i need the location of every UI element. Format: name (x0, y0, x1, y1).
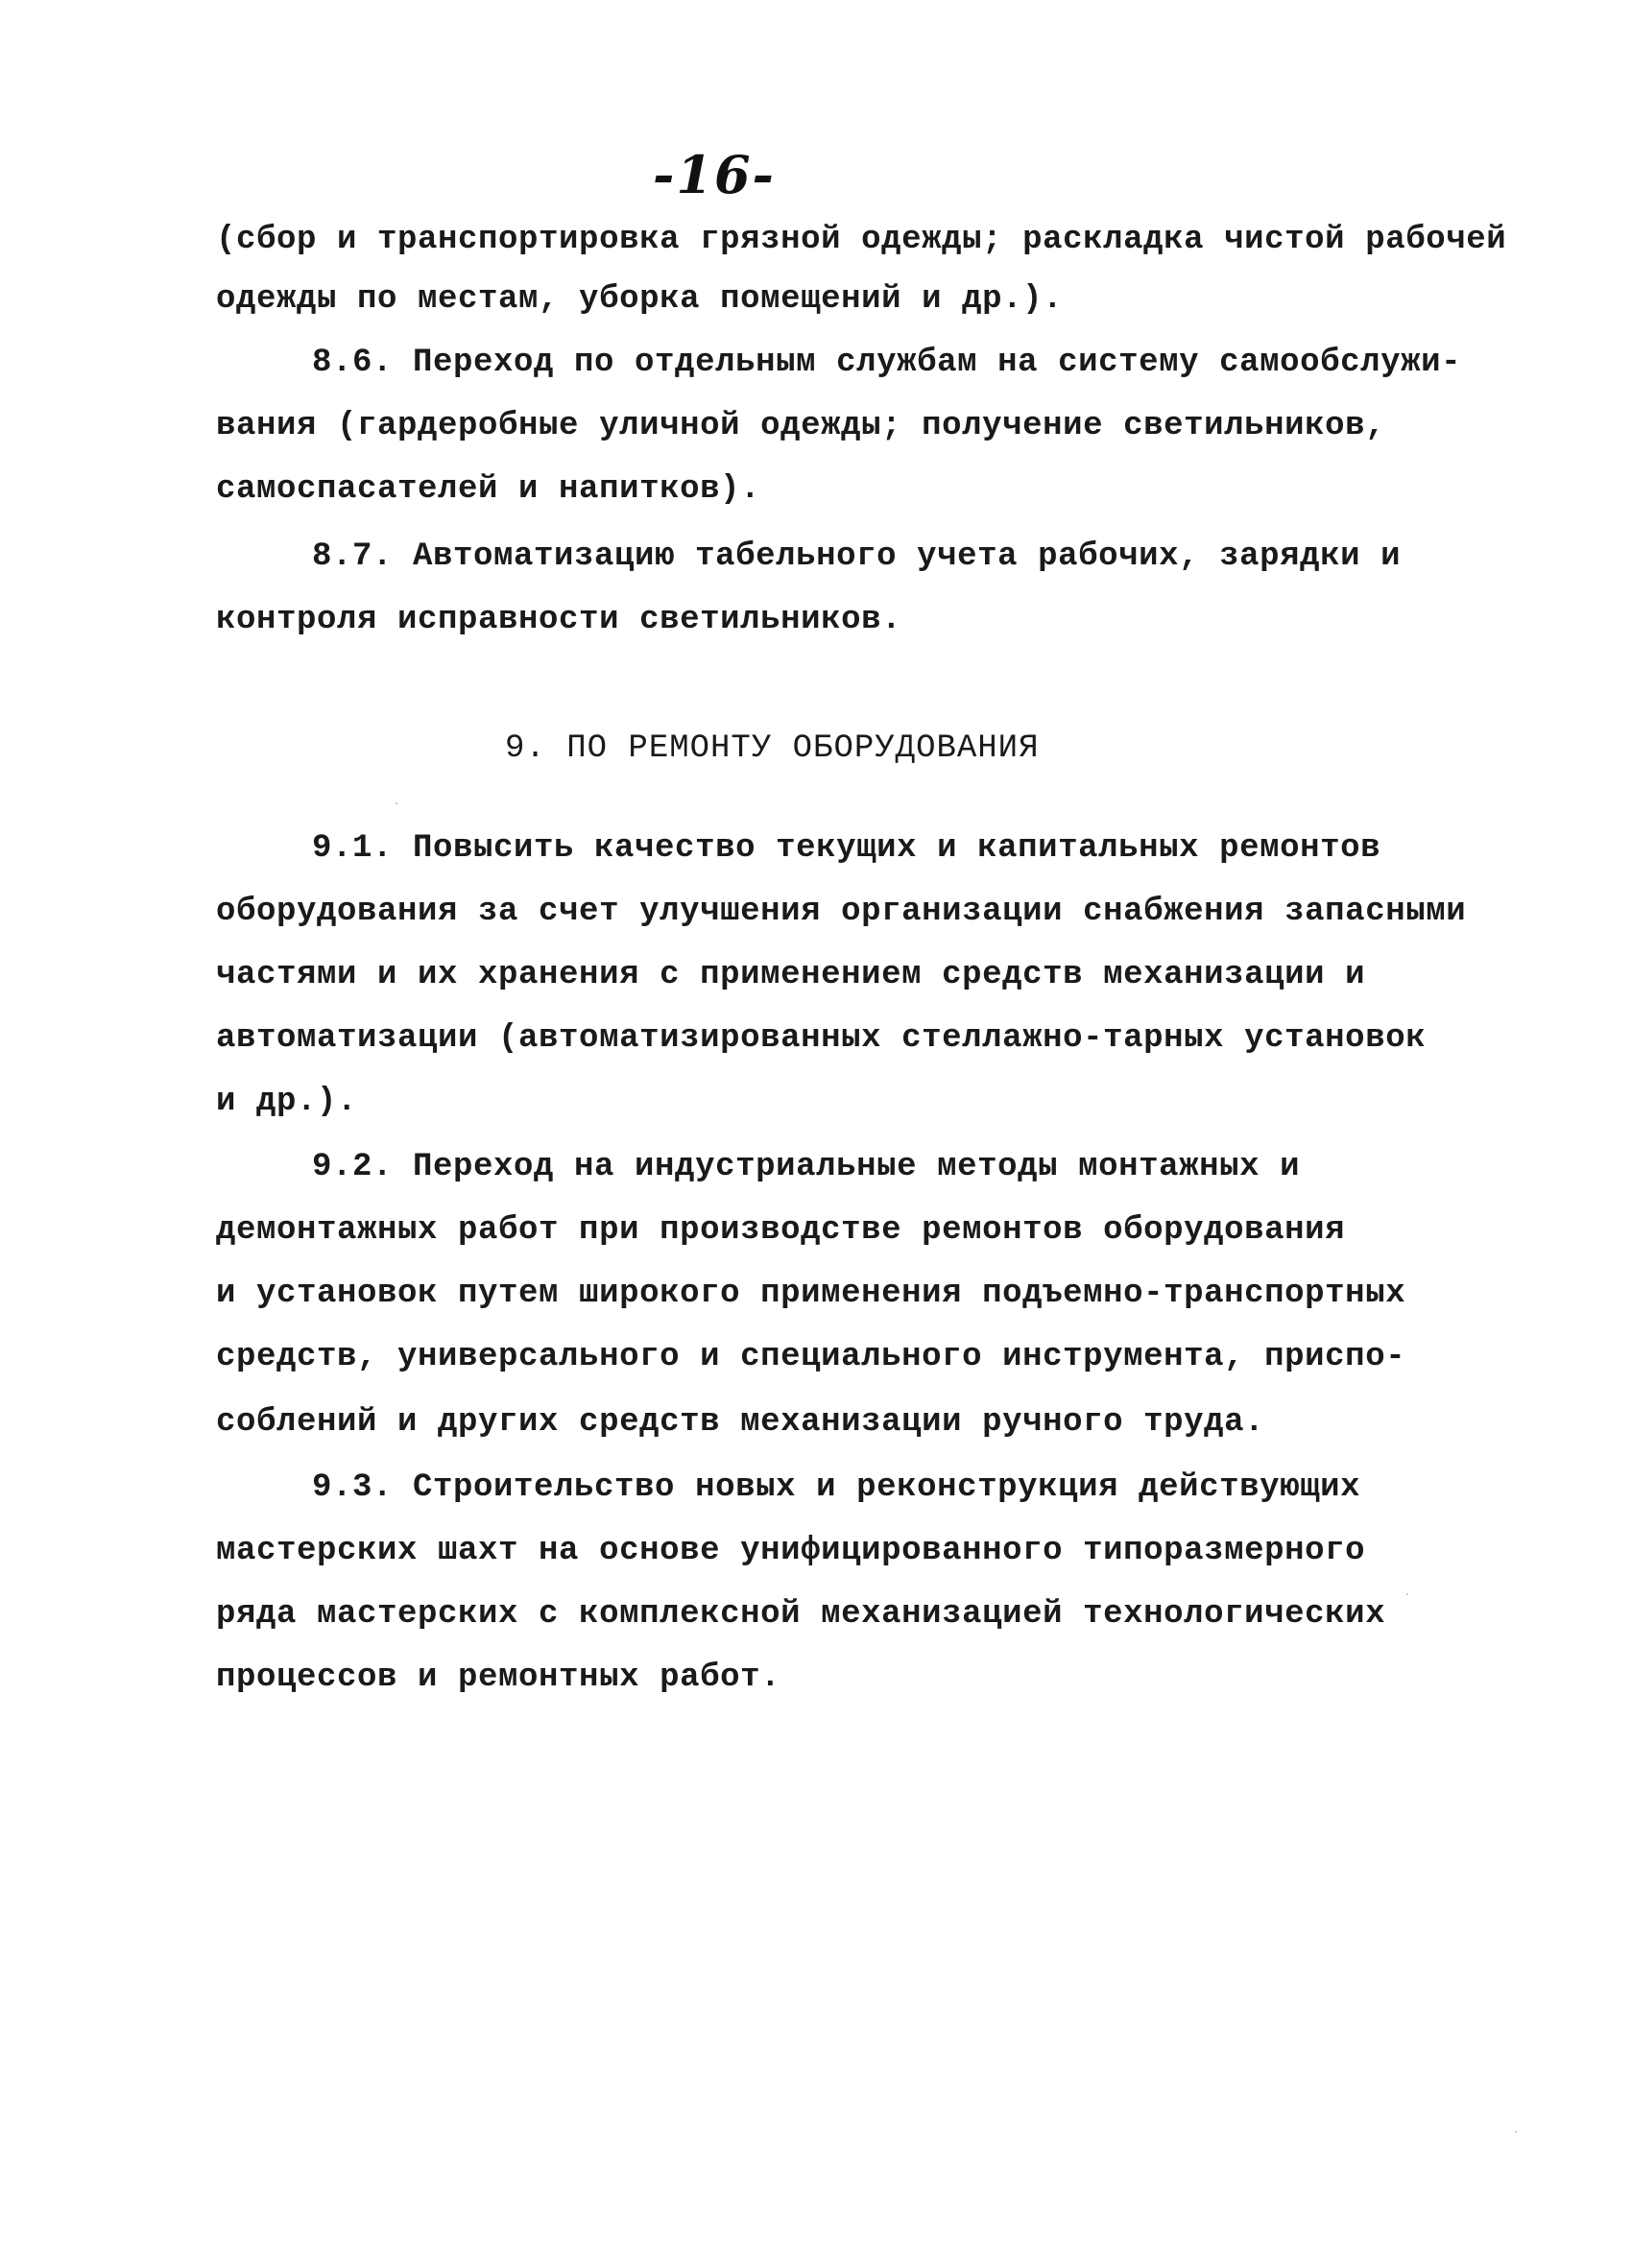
scan-speck (1515, 2131, 1517, 2133)
text-line: вания (гардеробные уличной одежды; получение светильников, (216, 408, 1386, 444)
text-line: процессов и ремонтных работ. (216, 1659, 781, 1696)
text-line: соблений и других средств механизации ручного труда. (216, 1404, 1265, 1441)
text-line: контроля исправности светильников. (216, 602, 902, 638)
text-line: 8.6. Переход по отдельным службам на систему самообслужи- (312, 345, 1462, 381)
text-line: 9.1. Повысить качество текущих и капитальных ремонтов (312, 830, 1381, 867)
text-line: автоматизации (автоматизированных стеллажно-тарных установок (216, 1020, 1427, 1057)
text-line: мастерских шахт на основе унифицированного типоразмерного (216, 1533, 1366, 1569)
text-line: одежды по местам, уборка помещений и др.). (216, 281, 1064, 318)
section-heading: 9. ПО РЕМОНТУ ОБОРУДОВАНИЯ (505, 730, 1040, 767)
text-line: 9.3. Строительство новых и реконструкция действующих (312, 1469, 1361, 1506)
text-line: средств, универсального и специального инструмента, приспо- (216, 1339, 1406, 1375)
text-line: частями и их хранения с применением средств механизации и (216, 957, 1366, 993)
scan-speck (396, 802, 397, 804)
text-line: оборудования за счет улучшения организации снабжения запасными (216, 894, 1467, 930)
text-line: демонтажных работ при производстве ремонтов оборудования (216, 1212, 1346, 1249)
text-line: самоспасателей и напитков). (216, 471, 761, 508)
text-line: 9.2. Переход на индустриальные методы монтажных и (312, 1149, 1301, 1185)
scan-speck (1406, 1593, 1408, 1595)
text-line: 8.7. Автоматизацию табельного учета рабочих, зарядки и (312, 538, 1402, 575)
text-line: (сбор и транспортировка грязной одежды; раскладка чистой рабочей (216, 222, 1507, 258)
page-number: -16- (653, 144, 776, 205)
text-line: ряда мастерских с комплексной механизацией технологических (216, 1596, 1386, 1633)
text-line: и др.). (216, 1084, 358, 1120)
text-line: и установок путем широкого применения подъемно-транспортных (216, 1276, 1406, 1312)
